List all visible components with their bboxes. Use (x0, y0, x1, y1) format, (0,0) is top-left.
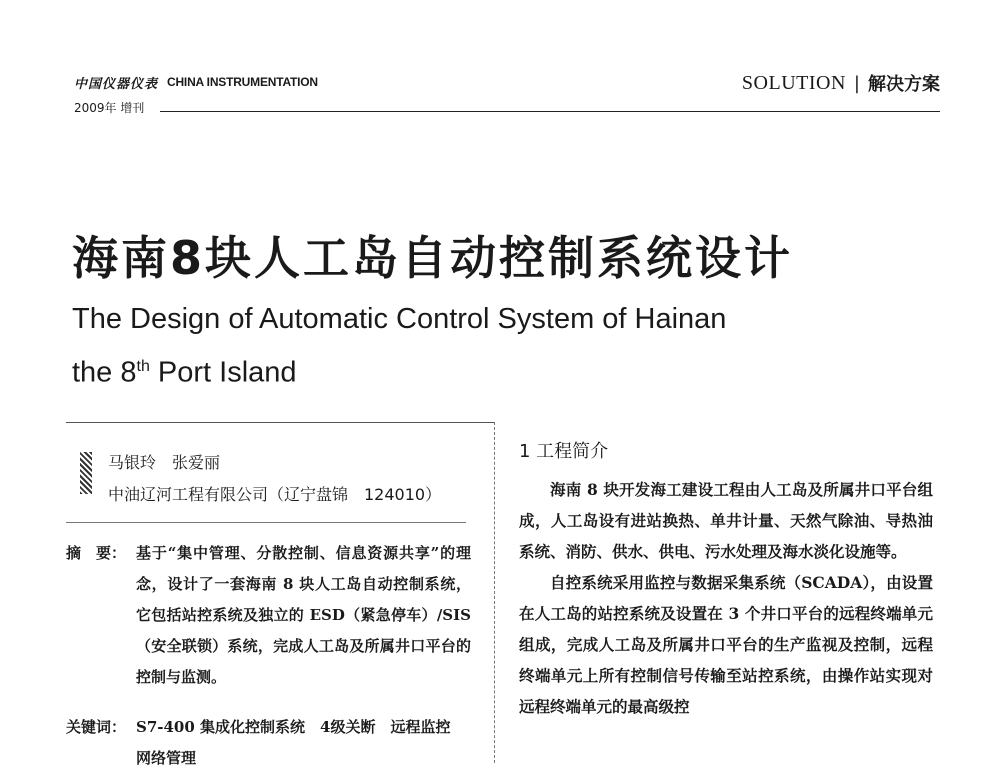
abstract-label: 摘 要： (66, 544, 127, 562)
keywords (66, 712, 471, 774)
body-paragraph-1: 海南 8 块开发海工建设工程由人工岛及所属井口平台组成，人工岛设有进站换热、单井计量、天然气除油、导热油系统、消防、供水、供电、污水处理及海水淡化设施等。 (519, 480, 933, 561)
affiliation: 中油辽河工程有限公司（辽宁盘锦 124010） (108, 485, 442, 504)
abstract-text: 基于“集中管理、分散控制、信息资源共享”的理念，设计了一套海南 8 块人工岛自动控制系统，它包括站控系统及独立的 ESD（紧急停车）/SIS（安全联锁）系统，完成人工岛及所属井口平台的控制与监测。 (136, 544, 471, 686)
journal-name-en: CHINA INSTRUMENTATION (167, 75, 318, 89)
article-title-en (72, 295, 832, 397)
keywords-text: S7-400 集成化控制系统 4级关断 远程监控 网络管理 (136, 718, 466, 767)
keywords-label: 关键词： (66, 718, 127, 736)
title-en-line2 (72, 343, 832, 397)
header-rule (160, 111, 940, 112)
title-en-line2-pre: the 8 (72, 356, 137, 389)
abstract-divider (66, 522, 466, 523)
section-label-cn: 解决方案 (868, 74, 940, 95)
article-title-cn: 海南8块人工岛自动控制系统设计 (72, 231, 794, 285)
abstract (66, 538, 471, 693)
title-en-line1: The Design of Automatic Control System of Hainan (72, 303, 727, 335)
section-body (519, 474, 933, 722)
section-header (742, 70, 940, 96)
journal-issue: 2009年 增刊 (74, 101, 145, 115)
title-en-superscript: th (136, 358, 150, 375)
body-paragraph-2: 自控系统采用监控与数据采集系统（SCADA），由设置在人工岛的站控系统及设置在 3 个井口平台的远程终端单元组成，完成人工岛及所属井口平台的生产监视及控制，远程终端单元上所有控制信号传输至站控系统，由操作站实现对远程终端单元的最高级控 (519, 573, 933, 716)
title-en-line2-post: Port Island (149, 356, 297, 389)
author-block-marker (80, 452, 92, 494)
section-separator: | (853, 72, 860, 94)
section-label-en: SOLUTION (741, 71, 846, 94)
section-heading: 1 工程简介 (519, 441, 609, 462)
journal-name-cn: 中国仪器仪表 (74, 77, 159, 92)
authors: 马银玲 张爱丽 (108, 453, 221, 472)
